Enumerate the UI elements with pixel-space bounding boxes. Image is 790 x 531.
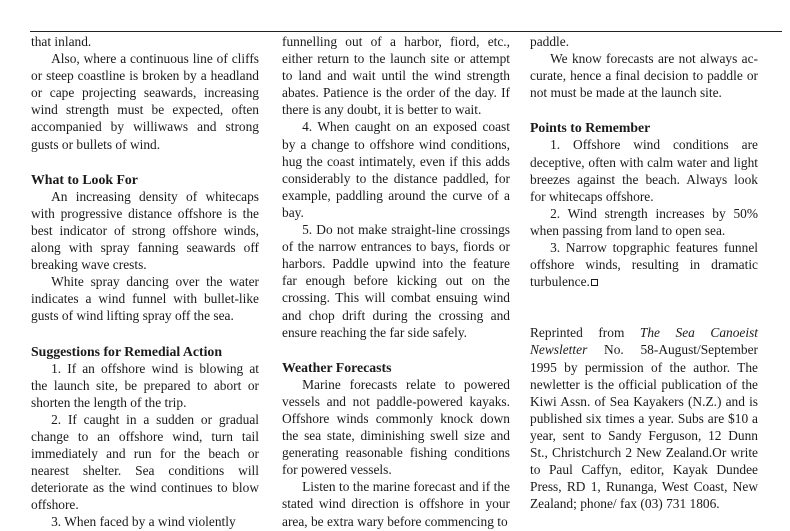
- heading-points-to-remember: Points to Remember: [530, 120, 651, 136]
- paragraph-continuation: paddle.: [530, 34, 570, 49]
- list-item-5: 5. Do not make straight-line crossings of the narrow entrances to bays, fiords or harbors. Paddle upwind into the feature far enough before kicking out on the crossing. This will combat ensuing wind and chop drift during the crossing and ensure reaching the far side safely.: [282, 222, 510, 340]
- point-1: 1. Offshore wind conditions are deceptive, often with calm water and light breezes against the beach. Always look for whitecaps offshore.: [530, 137, 758, 204]
- heading-remedial-action: Suggestions for Remedial Action: [31, 343, 222, 359]
- heading-what-to-look-for: What to Look For: [31, 171, 138, 187]
- list-item-3-start: 3. When faced by a wind violently: [51, 514, 236, 530]
- paragraph-marine-forecasts: Marine forecasts relate to powered vessels and not paddle-powered kayaks. Offshore winds commonly knock down the sea state, diminishing swell size and generating reasonable fishing conditions for powered vessels.: [282, 376, 510, 478]
- reprint-credit: [530, 324, 758, 512]
- heading-weather-forecasts: Weather Forecasts: [282, 359, 392, 375]
- column-left: [31, 33, 259, 531]
- paragraph-white-spray: White spray dancing over the water indicates a wind funnel with bullet-like gusts of wind lifting spray off the sea.: [31, 274, 259, 324]
- newsletter-title: The Sea Canoeist Newsletter: [530, 325, 759, 358]
- end-of-article-mark: [591, 279, 598, 286]
- paragraph-cliffs: Also, where a continuous line of cliffs or steep coastline is broken by a headland or cape projecting seawards, increasing wind strength must be expected, often accompanied by williwaws and strong gusts or bullets of wind.: [31, 51, 259, 152]
- point-3: [530, 239, 758, 290]
- list-item-1: 1. If an offshore wind is blowing at the launch site, be prepared to abort or shorten the length of the trip.: [31, 360, 259, 410]
- point-2: 2. Wind strength increases by 50% when passing from land to open sea.: [530, 205, 758, 238]
- point-3-text: 3. Narrow topgraphic features funnel offshore winds, resulting in dramatic turbulence.: [530, 240, 758, 290]
- paragraph-forecast-accuracy: We know forecasts are not always accurate, hence a final decision to paddle or not must be made at the launch site.: [530, 51, 758, 101]
- paragraph-listen-forecast: Listen to the marine forecast and if the stated wind direction is offshore in your area, be extra wary before commencing to: [282, 479, 510, 529]
- list-item-4: 4. When caught on an exposed coast by a change to offshore wind conditions, hug the coast intimately, even if this adds considerably to the distance paddled, for example, paddling around the curve of a bay.: [282, 119, 510, 220]
- credit-body: No. 58-August/September 1995 by permission of the author. The newletter is the official publication of the Kiwi Assn. of Sea Kayakers (N.Z.) and is published six times a year. Subs are $10 a year, sent to Sandy Ferguson, 12 Dunn St., Christchurch 2 New Zealand.Or write to Paul Caffyn, editor, Kayak Dundee Press, RD 1, Runanga, West Coast, New Zealand; phone/ fax (03) 731 1806.: [530, 342, 758, 512]
- paragraph-continuation: that inland.: [31, 34, 92, 49]
- list-item-2: 2. If caught in a sudden or gradual change to an offshore wind, turn tail immediately and run for the beach or nearest shelter. Sea conditions will deteriorate as the wind continues to blow offshore.: [31, 411, 259, 513]
- column-right: [530, 33, 758, 512]
- credit-prefix: Reprinted from: [530, 325, 640, 341]
- column-middle: [282, 33, 510, 530]
- top-rule: [30, 31, 782, 32]
- list-item-3-continued: funnelling out of a harbor, fiord, etc., either return to the launch site or attempt to land and wait until the wind strength abates. Patience is the order of the day. If there is any doubt, it is better to wait.: [282, 34, 510, 118]
- paragraph-whitecaps: An increasing density of whitecaps with progressive distance offshore is the best indicator of strong offshore winds, along with spray fanning seawards off breaking wave crests.: [31, 188, 259, 273]
